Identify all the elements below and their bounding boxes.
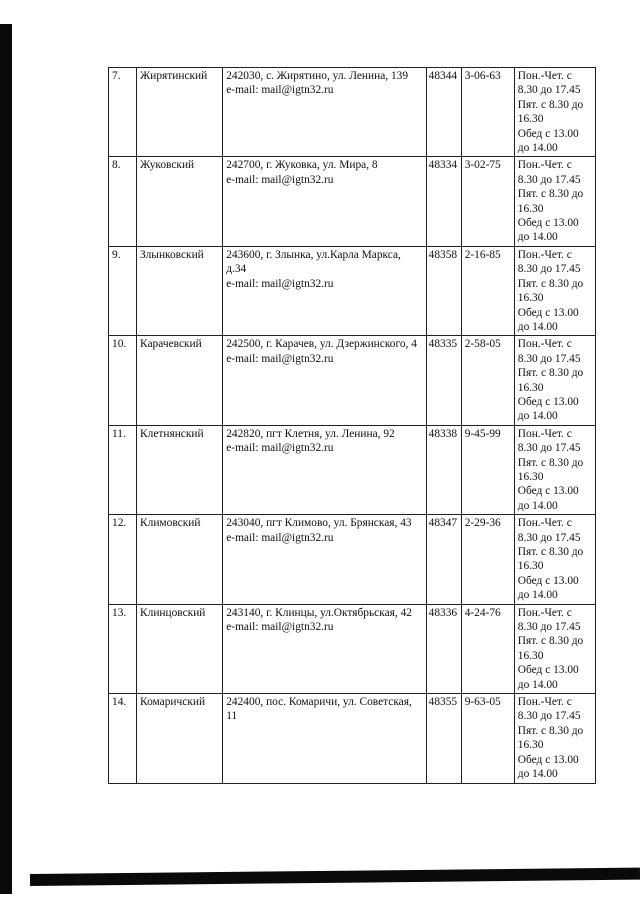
postal-address: 242700, г. Жуковка, ул. Мира, 8: [226, 159, 378, 172]
hours-line: Обед с 13.00: [517, 664, 579, 677]
district-name: Клетнянский: [137, 425, 223, 514]
hours-line: 16.30: [517, 113, 544, 126]
hours-line: 8.30 до 17.45: [517, 352, 581, 365]
table-row: [109, 246, 596, 335]
hours-line: Пон.-Чет. с: [517, 696, 572, 709]
row-number: 14.: [109, 694, 137, 783]
phone-number: 2-16-85: [461, 246, 514, 335]
working-hours: [514, 68, 595, 157]
working-hours: [514, 336, 595, 425]
hours-line: Пят. с 8.30 до: [517, 546, 584, 558]
phone-code: 48336: [426, 604, 461, 693]
postal-address: 243600, г. Злынка, ул.Карла Маркса, д.34: [226, 248, 404, 276]
table-row: [109, 336, 596, 425]
row-number: 13.: [109, 604, 137, 693]
postal-address: 242820, пгт Клетня, ул. Ленина, 92: [226, 427, 395, 440]
table-row: [109, 694, 596, 783]
postal-address: 242030, с. Жирятино, ул. Ленина, 139: [226, 70, 409, 82]
hours-line: Обед с 13.00: [517, 574, 579, 587]
phone-number: 9-45-99: [461, 425, 514, 514]
hours-line: Пят. с 8.30 до: [517, 188, 584, 201]
hours-line: 8.30 до 17.45: [517, 263, 581, 276]
hours-line: 16.30: [517, 292, 544, 305]
email-address: e-mail: mail@igtn32.ru: [226, 277, 334, 290]
phone-code: 48338: [426, 425, 461, 514]
hours-line: Пят. с 8.30 до: [517, 98, 584, 111]
row-number: 7.: [109, 68, 137, 157]
postal-address: 243040, пгт Климово, ул. Брянская, 43: [226, 517, 412, 530]
hours-line: до 14.00: [517, 142, 558, 155]
hours-line: 8.30 до 17.45: [517, 531, 581, 544]
row-number: 9.: [109, 246, 137, 335]
hours-line: Пят. с 8.30 до: [517, 456, 584, 469]
hours-line: Обед с 13.00: [517, 127, 579, 140]
hours-line: до 14.00: [517, 410, 558, 423]
table-row: [109, 425, 596, 514]
hours-line: до 14.00: [517, 589, 558, 602]
hours-line: 8.30 до 17.45: [517, 173, 581, 186]
working-hours: [514, 604, 595, 693]
hours-line: Пон.-Чет. с: [517, 338, 572, 351]
hours-line: 8.30 до 17.45: [517, 442, 581, 455]
phone-number: 2-29-36: [461, 515, 514, 604]
address-cell: [223, 336, 426, 425]
hours-line: Пон.-Чет. с: [517, 517, 572, 530]
table-row: [109, 157, 596, 246]
row-number: 8.: [109, 157, 137, 246]
email-address: e-mail: mail@igtn32.ru: [226, 173, 334, 186]
phone-code: 48344: [426, 68, 461, 157]
hours-line: Пон.-Чет. с: [517, 427, 572, 440]
hours-line: Обед с 13.00: [517, 395, 579, 408]
hours-line: Пон.-Чет. с: [517, 70, 572, 82]
hours-line: Пон.-Чет. с: [517, 248, 572, 261]
phone-code: 48335: [426, 336, 461, 425]
hours-line: 16.30: [517, 649, 544, 662]
phone-code: 48358: [426, 246, 461, 335]
hours-line: Пят. с 8.30 до: [517, 277, 584, 290]
working-hours: [514, 515, 595, 604]
address-cell: [223, 157, 426, 246]
phone-code: 48355: [426, 694, 461, 783]
hours-line: 16.30: [517, 739, 544, 752]
scan-shadow-bottom: [30, 868, 640, 886]
row-number: 11.: [109, 425, 137, 514]
district-name: Злынковский: [137, 246, 223, 335]
hours-line: 16.30: [517, 470, 544, 483]
phone-code: 48347: [426, 515, 461, 604]
postal-address: 242500, г. Карачев, ул. Дзержинского, 4: [226, 338, 417, 351]
address-cell: [223, 515, 426, 604]
row-number: 12.: [109, 515, 137, 604]
hours-line: до 14.00: [517, 320, 558, 333]
district-name: Жуковский: [137, 157, 223, 246]
hours-line: 16.30: [517, 202, 544, 215]
table-row: [109, 68, 596, 157]
table-row: [109, 515, 596, 604]
hours-line: Пят. с 8.30 до: [517, 367, 584, 380]
hours-line: 16.30: [517, 560, 544, 573]
hours-line: до 14.00: [517, 768, 558, 781]
hours-line: до 14.00: [517, 231, 558, 244]
hours-line: Обед с 13.00: [517, 753, 579, 766]
office-contacts-table: [108, 67, 596, 784]
postal-address: 242400, пос. Комаричи, ул. Советская, 11: [226, 696, 415, 723]
hours-line: 8.30 до 17.45: [517, 621, 581, 634]
district-name: Климовский: [137, 515, 223, 604]
hours-line: Пят. с 8.30 до: [517, 635, 584, 648]
email-address: e-mail: mail@igtn32.ru: [226, 84, 334, 97]
hours-line: 8.30 до 17.45: [517, 710, 581, 723]
address-cell: [223, 246, 426, 335]
hours-line: Обед с 13.00: [517, 306, 579, 319]
district-name: Карачевский: [137, 336, 223, 425]
phone-number: 2-58-05: [461, 336, 514, 425]
address-cell: [223, 425, 426, 514]
working-hours: [514, 425, 595, 514]
hours-line: 16.30: [517, 381, 544, 394]
phone-number: 3-02-75: [461, 157, 514, 246]
district-name: Жирятинский: [137, 68, 223, 157]
hours-line: до 14.00: [517, 678, 558, 691]
row-number: 10.: [109, 336, 137, 425]
scan-shadow-left: [0, 24, 12, 894]
email-address: e-mail: mail@igtn32.ru: [226, 442, 334, 455]
hours-line: Пон.-Чет. с: [517, 159, 572, 172]
email-address: e-mail: mail@igtn32.ru: [226, 352, 334, 365]
address-cell: [223, 694, 426, 783]
working-hours: [514, 246, 595, 335]
email-address: e-mail: mail@igtn32.ru: [226, 621, 334, 634]
table-row: [109, 604, 596, 693]
address-cell: [223, 604, 426, 693]
hours-line: Обед с 13.00: [517, 485, 579, 498]
working-hours: [514, 694, 595, 783]
district-name: Комаричский: [137, 694, 223, 783]
hours-line: Пят. с 8.30 до: [517, 724, 584, 737]
phone-number: 4-24-76: [461, 604, 514, 693]
district-name: Клинцовский: [137, 604, 223, 693]
phone-number: 9-63-05: [461, 694, 514, 783]
hours-line: Обед с 13.00: [517, 217, 579, 230]
hours-line: Пон.-Чет. с: [517, 606, 572, 619]
hours-line: до 14.00: [517, 499, 558, 512]
phone-code: 48334: [426, 157, 461, 246]
hours-line: 8.30 до 17.45: [517, 84, 581, 97]
address-cell: [223, 68, 426, 157]
phone-number: 3-06-63: [461, 68, 514, 157]
working-hours: [514, 157, 595, 246]
email-address: e-mail: mail@igtn32.ru: [226, 531, 334, 544]
postal-address: 243140, г. Клинцы, ул.Октябрьская, 42: [226, 606, 412, 619]
